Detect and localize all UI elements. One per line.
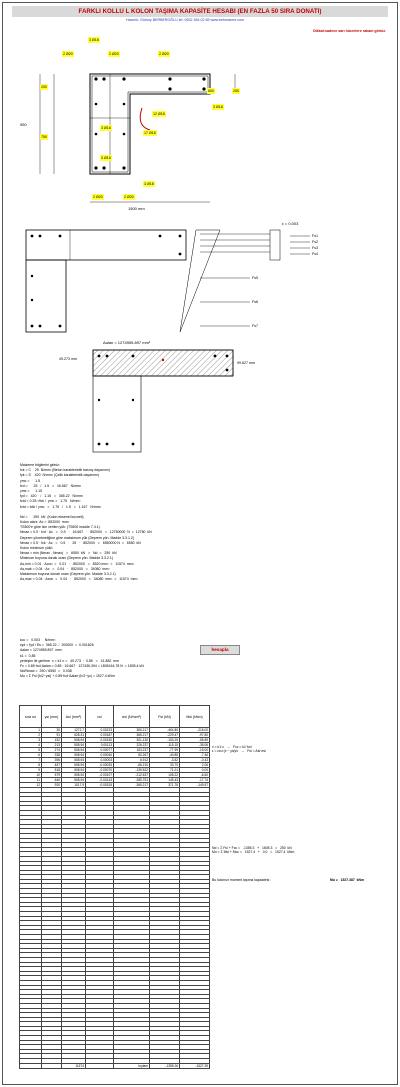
table-cell: 6 [20,753,42,758]
table-cell: -55.89 [180,738,210,743]
total-cell: toplam [114,1063,150,1068]
input-row: As,max = 0.04 · Acon = 0.04 · 852000 = 34080 mm² > 11574 mm² [20,577,138,582]
table-cell: 3 [20,738,42,743]
table-cell: -229.47 [150,733,180,738]
table-cell: 365.217 [114,733,150,738]
col-header: Msi (kNm) [180,706,210,728]
calc-row: Fc = 0.85·fcd·Aalan = 0.85 · 16.667 · 127436.394 = 1805416.78 N = 1805.4 kN [20,663,144,668]
table-cell: 0.00003 [86,758,114,763]
table-cell: 301.130 [114,738,150,743]
table-cell: 396 [42,758,62,763]
calc-row: εcu = 0.003 N/mm² [20,638,56,642]
equilibrium-note: Nd = Σ Fsi + Fcc = -1355.3 + 1605.3 = 250 kN Mu = Σ Msi + Mcc = 1527.4 + 0.0 = 1527.4 kNm [212,846,295,855]
input-row: Malzeme bilgilerini giriniz: [20,463,60,467]
table-cell: -19.00 [180,748,210,753]
calc-row: Mu = Σ Fsi·(h/2−ysi) + 0.85·fcd·Aalan·(h/2−yc) = 1527.4 kNm [20,674,115,679]
bar-label-top-1[interactable]: 3 Ø18 [89,38,99,42]
table-cell: -7.46 [180,753,210,758]
input-row: fctd = fctk / γmc = 1.75 / 1.5 = 1.167 N/mm² [20,504,101,509]
col-header: σsi (N/mm²) [114,706,150,728]
bar-label-bottom-1[interactable]: 3 Ø18 [144,182,154,186]
calc-row: Nd/Nmax = 250 / 6550 = 0.038 [20,669,72,674]
total-cell [42,1063,62,1068]
table-cell: -0.00143 [86,778,114,783]
table-cell: 0.00077 [86,748,114,753]
table-cell: 0.00040 [86,753,114,758]
table-cell: -0.43 [180,758,210,763]
table-cell: 2 [20,733,42,738]
table-cell: 0.00187 [86,733,114,738]
table-cell: -285.751 [114,778,150,783]
col-header: ysi (mm) [42,706,62,728]
calculation-block [20,638,320,680]
table-cell: 365.217 [114,728,150,733]
table-cell: 11 [20,778,42,783]
calc-row: εyd = fyd / Es = 365.22 / 200000 = 0.001826 [20,643,94,648]
strain-top-label: ε = 0.003 [282,221,299,226]
bar-label-top-4[interactable]: 2 Ø20 [159,52,169,56]
table-cell: 1 [20,728,42,733]
table-cell: 5 [20,748,42,753]
table-cell: 508.94 [62,748,86,753]
table-cell: -365.217 [114,783,150,788]
table-cell: 508.94 [62,778,86,783]
bar-label-top-2[interactable]: 2 Ø20 [63,52,73,56]
author-credit: Hazırlık: Gürsoy BERBEROĞLU tel: 0532 364 02 85 www.betonarme.com [125,18,245,22]
dim-input-1[interactable]: 200 [41,85,47,89]
formula-note: x = k1·c → Fcc = k1·fcd ε = εcu·(c − ysi)/c → Fsi = Asi·σsi [212,745,266,754]
col-header: Fsi (kN) [150,706,180,728]
table-cell: 12 [20,783,42,788]
col-header: Asi (mm²) [62,706,86,728]
table-cell: -97.80 [180,733,210,738]
compression-area-diagram [59,340,275,460]
col-header: εsi [86,706,114,728]
dim-input-4[interactable]: 600 [208,89,214,93]
page-title: FARKLI KOLLU L KOLON TAŞIMA KAPASİTE HESABI (EN FAZLA 50 SIRA DONATI) [12,6,388,17]
table-cell: 508.94 [62,773,86,778]
force-label-3: Fs3 [312,246,318,250]
input-row: TS500'e göre izin verilen yük: (TS500 madde 7.4.1) [20,525,100,530]
input-row[interactable]: γms = 1.15 [20,488,43,493]
table-cell: -218.00 [180,728,210,733]
table-total-row [20,1063,210,1068]
table-cell: 457 [42,763,62,768]
table-cell: 213 [42,743,62,748]
col-header: sıra no [20,706,42,728]
force-label-1: Fs1 [312,234,318,238]
table-cell: 0.00223 [86,728,114,733]
material-inputs-block [20,463,320,582]
table-cell: 518 [42,768,62,773]
table-cell: 274 [42,748,62,753]
table-cell: 145.43 [150,778,180,783]
bar-label-right-1[interactable]: 3 Ø18 [213,105,223,109]
results-table [19,705,210,1069]
input-row: As,mak = 0.04 · Ac = 0.04 · 852000 = 34080 mm² [20,566,110,571]
table-cell: -17.74 [180,778,210,783]
force-label-7: Fs7 [252,324,258,328]
total-cell [86,1063,114,1068]
table-cell: -3.52 [150,758,180,763]
calc-row: yerleşim ile gerilme x = k1·c = 49.273 · 0.85 = 41.882 mm [20,658,120,663]
dim-input-2[interactable]: 750 [41,135,47,139]
calc-row: k1 = 0.85 [20,653,36,658]
bar-label-left-2[interactable]: 3 Ø18 [101,156,111,160]
input-row: Kolon alanı Ac = 852000 mm² [20,520,69,525]
table-cell: 0.00 [180,768,210,773]
table-cell: 1272.7 [62,728,86,733]
table-cell: -0.00107 [86,773,114,778]
table-cell: 80.267 [114,753,150,758]
input-row: Kolon minimum yükü [20,546,53,550]
table-cell: -0.00070 [86,768,114,773]
bar-label-top-3[interactable]: 2 Ø20 [109,52,119,56]
total-cell: -1527.39 [180,1063,210,1068]
bar-label-bottom-2[interactable]: 2 Ø20 [93,195,103,199]
table-cell: 9 [20,768,42,773]
table-cell: 508.94 [62,753,86,758]
force-label-5: Fs5 [252,276,258,280]
input-row[interactable]: fyk = S 420 N/mm² (Çelik karakteristik dayanımı) [20,473,100,478]
table-cell: 152 [42,738,62,743]
table-cell: 920 [42,783,62,788]
calc-row: Aalan = 1274955.897 mm² [20,648,63,653]
total-cell [20,1063,42,1068]
input-row: Maksimum boyuna donatı oranı (Deprem yön. Madde 3.3.2.1) [20,571,116,576]
force-label-4: Fs4 [312,252,318,256]
table-cell: -139.522 [114,768,150,773]
table-cell: -6.60 [180,773,210,778]
table-cell: 30 [42,728,62,733]
capacity-value: Mu = 1527.387 kNm [330,878,365,882]
input-row[interactable]: Nd = 250 kN (Kolon eksenel kuvveti) [20,514,84,519]
input-row: Deprem yönetmeliğine göre maksimum yük (Deprem yön. Madde 3.3.1.2) [20,535,134,540]
force-label-6: Fs6 [252,300,258,304]
table-cell: -0.00033 [86,763,114,768]
table-cell: -149.57 [180,783,210,788]
table-cell: 8 [20,763,42,768]
table-cell: -0.00315 [86,783,114,788]
table-cell: 0.00113 [86,743,114,748]
table-cell: -153.25 [150,738,180,743]
input-row: Nmax = 0.5 · fck · Ac = 0.5 · 25 · 852000 = 6550000 N = 6550 kN [20,540,141,545]
area-right-label: 99.627 mm [237,361,255,365]
bar-label-mid-2[interactable]: 17 Ø18 [144,131,156,135]
area-label: Aalan = 1274955.897 mm² [103,340,151,345]
input-row: fctd = 0.35·√fck / γmc = 1.75 N/mm² [20,499,81,504]
input-row: Minimum boyuna donatı oranı (Deprem yön. Madde 3.3.2.1) [20,556,113,561]
table-cell: -77.99 [150,748,180,753]
dim-input-3[interactable]: 250 [233,89,239,93]
input-row: fyd = 420 / 1.15 = 365.22 N/mm² [20,494,84,499]
table-cell: 508.94 [62,758,86,763]
input-row: Nmax = 0.9 · fcd · Ac = 0.9 · 16.667 · 852000 = 12780000 N = 12780 kN [20,530,152,535]
table-cell: 226.237 [114,743,150,748]
table-cell: 6.912 [114,758,150,763]
table-cell: 4 [20,743,42,748]
table-cell: 33.70 [150,763,180,768]
column-section-drawing [10,34,270,224]
table-cell: 91 [42,733,62,738]
table-header-row [20,706,210,728]
bar-label-bottom-3[interactable]: 2 Ø20 [124,195,134,199]
input-row[interactable]: γmc = 1.5 [20,478,41,483]
table-cell: -40.85 [150,753,180,758]
input-row: Nmax = min (Nmax , Nmax) = 6550 kN > Nd = 250 kN [20,551,117,556]
table-cell: 508.94 [62,743,86,748]
table-cell: -66.210 [114,763,150,768]
section-height-label: 950 [20,122,27,127]
table-cell: 508.94 [62,768,86,773]
table-cell: 335 [42,753,62,758]
table-cell: 579 [42,773,62,778]
table-cell: 1017.9 [62,783,86,788]
table-cell: 508.94 [62,763,86,768]
bar-label-mid-1[interactable]: 12 Ø18 [153,112,165,116]
strain-force-diagram [20,221,360,346]
table-cell: 628.31 [62,733,86,738]
table-cell: 371.76 [150,783,180,788]
table-cell: 640 [42,778,62,783]
table-cell: 0.00150 [86,738,114,743]
table-cell: 10 [20,773,42,778]
input-row: As,min = 0.01 · Acon = 0.01 · 852000 = 8520 mm² < 11574 mm² [20,561,134,566]
table-cell: -212.637 [114,773,150,778]
table-cell: 7 [20,758,42,763]
table-cell: 2.06 [180,763,210,768]
table-cell: 108.22 [150,773,180,778]
table-cell: 153.237 [114,748,150,753]
capacity-label: Bu kolonun moment taşıma kapasitesi : [212,878,272,882]
input-row: fcd = 25 / 1.5 = 16.667 N/mm² [20,483,82,488]
total-cell: 11574 [62,1063,86,1068]
input-row[interactable]: fck = C 25 N/mm² (Beton karakteristik basınç dayanımı) [20,468,110,473]
table-cell: -35.06 [180,743,210,748]
table-cell: -115.15 [150,743,180,748]
area-depth-label: 49.273 mm [59,357,77,361]
calculate-button[interactable]: hesapla [200,645,240,655]
section-width-label: 1500 mm [128,206,145,211]
total-cell: -1355.26 [150,1063,180,1068]
force-label-2: Fs2 [312,240,318,244]
table-cell: 508.94 [62,738,86,743]
bar-label-left-1[interactable]: 3 Ø18 [101,126,111,130]
input-warning-note: Dikkat:sadece sarı hücrelere rakam giriniz. [313,29,386,33]
table-cell: 71.01 [150,768,180,773]
table-cell: -464.80 [150,728,180,733]
